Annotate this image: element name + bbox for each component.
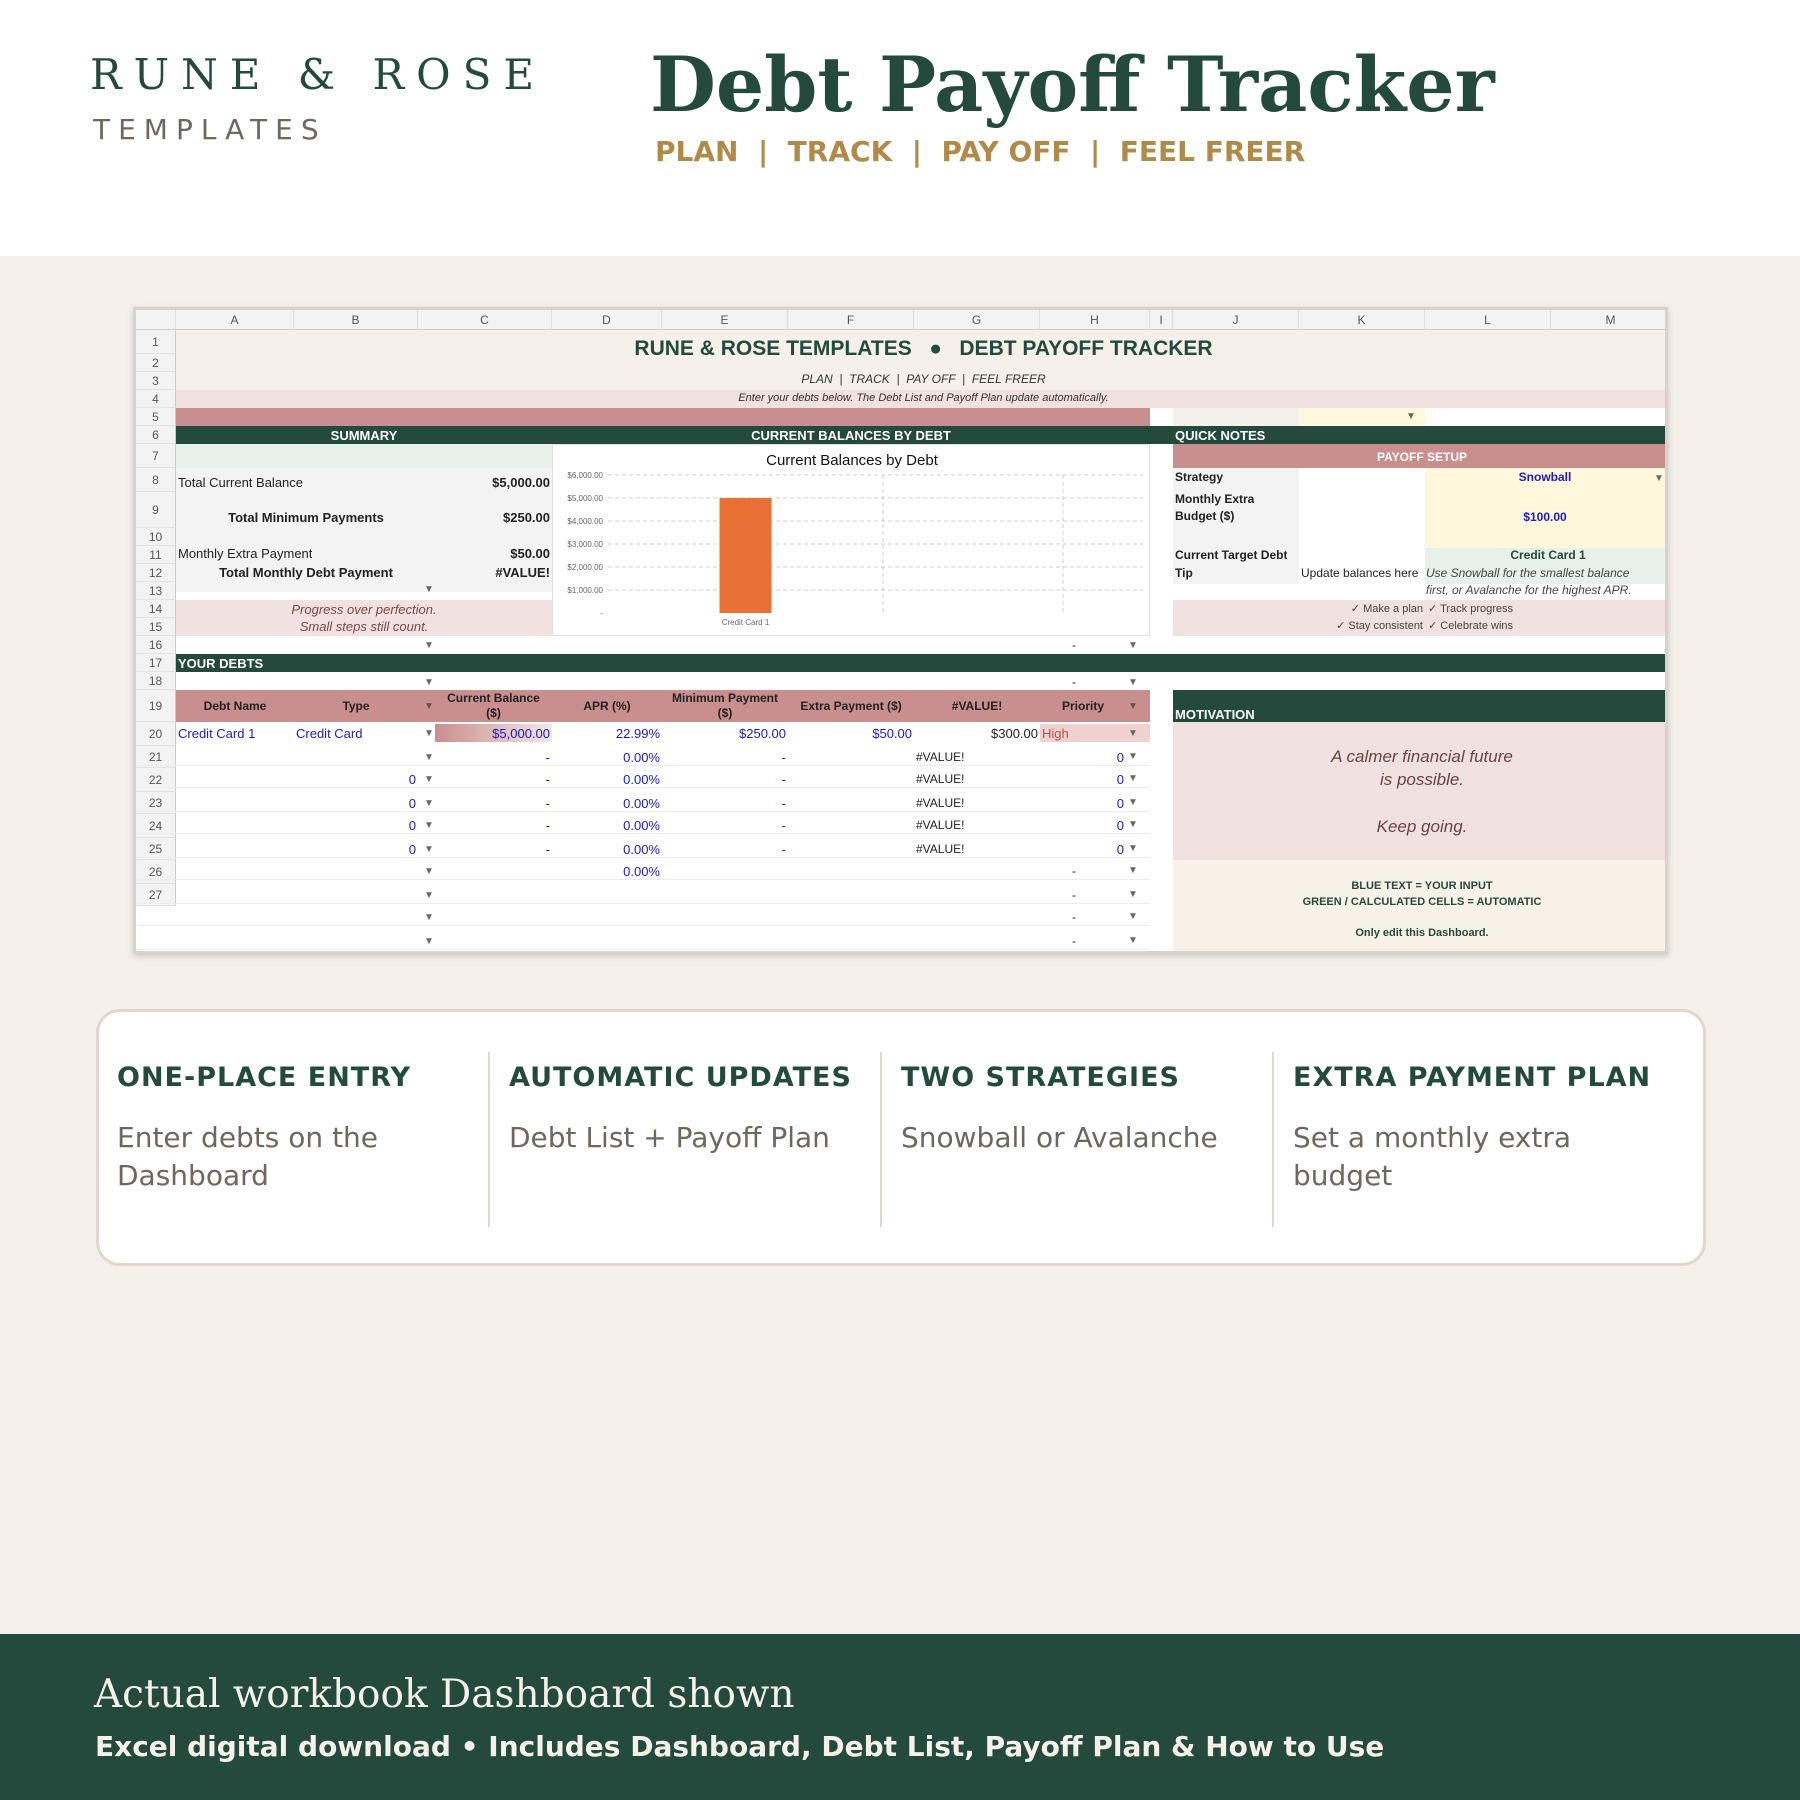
row24-dash: - — [1072, 864, 1076, 878]
col-balance-line1: Current Balance — [447, 691, 540, 705]
row-header-20[interactable]: 20 — [136, 722, 176, 746]
column-header-m[interactable]: M — [1551, 310, 1668, 330]
row18-extra[interactable]: $50.00 — [872, 726, 912, 741]
feature-desc: Debt List + Payoff Plan — [509, 1121, 830, 1154]
page-title: Debt Payoff Tracker — [650, 40, 1495, 129]
target-debt-label: Current Target Debt — [1175, 548, 1288, 562]
divider — [1272, 1052, 1274, 1227]
column-header-b[interactable]: B — [294, 310, 418, 330]
column-header-l[interactable]: L — [1425, 310, 1551, 330]
col-total: #VALUE! — [951, 699, 1003, 713]
sheet-subtitle: PLAN | TRACK | PAY OFF | FEEL FREER — [801, 372, 1046, 386]
chevron-down-icon[interactable]: ▼ — [424, 752, 434, 763]
y-tick-label: $3,000.00 — [567, 540, 603, 549]
spreadsheet-dashboard — [133, 307, 1668, 954]
row-header-24[interactable]: 24 — [136, 814, 176, 838]
total-monthly-label: Total Monthly Debt Payment — [219, 565, 393, 580]
row18-apr[interactable]: 22.99% — [615, 726, 660, 741]
col-apr: APR (%) — [583, 699, 631, 713]
row-header-17[interactable]: 17 — [136, 654, 176, 672]
chevron-down-icon[interactable]: ▼ — [424, 798, 434, 809]
select-all-corner[interactable] — [136, 310, 176, 330]
column-header-j[interactable]: J — [1173, 310, 1299, 330]
chevron-down-icon[interactable]: ▼ — [424, 912, 434, 923]
chevron-down-icon[interactable]: ▼ — [424, 866, 434, 877]
chart-section-header: CURRENT BALANCES BY DEBT — [751, 428, 951, 443]
tip-line-1: Use Snowball for the smallest balance — [1426, 566, 1630, 580]
col-priority: Priority — [1061, 699, 1104, 713]
legend-edit-note: Only edit this Dashboard. — [1355, 927, 1489, 939]
chevron-down-icon[interactable]: ▼ — [424, 936, 434, 947]
row18-debt-name[interactable]: Credit Card 1 — [178, 726, 256, 741]
row21-priority[interactable]: 0 — [1116, 796, 1124, 811]
motivation-header: MOTIVATION — [1175, 707, 1255, 722]
col-min-line1: Minimum Payment — [671, 691, 779, 705]
row20-total: #VALUE! — [916, 772, 965, 786]
chevron-down-icon[interactable]: ▼ — [1128, 640, 1138, 651]
footer-line-2: Excel digital download • Includes Dashboard, Debt List, Payoff Plan & How to Use — [95, 1730, 1385, 1763]
row18-total: $300.00 — [991, 726, 1038, 741]
divider — [880, 1052, 882, 1227]
your-debts-header: YOUR DEBTS — [178, 656, 264, 671]
x-tick-label: Credit Card 1 — [721, 618, 770, 627]
chevron-down-icon[interactable]: ▼ — [1128, 843, 1138, 854]
column-header-k[interactable]: K — [1299, 310, 1425, 330]
row-header-5[interactable]: 5 — [136, 408, 176, 426]
row20-apr[interactable]: 0.00% — [623, 772, 660, 787]
row18-priority[interactable]: High — [1042, 726, 1069, 741]
chevron-down-icon[interactable]: ▼ — [424, 701, 434, 712]
bar-credit-card-1 — [720, 498, 772, 613]
feature-automatic-updates — [509, 1062, 879, 1157]
extra-payment-value: $50.00 — [510, 546, 550, 561]
col-type: Type — [342, 699, 370, 713]
chevron-down-icon[interactable]: ▼ — [1128, 773, 1138, 784]
row22-balance[interactable]: - — [545, 818, 550, 833]
quote-line-1: Progress over perfection. — [291, 602, 437, 617]
chevron-down-icon[interactable]: ▼ — [1654, 473, 1664, 484]
summary-header: SUMMARY — [330, 428, 398, 443]
row23-priority[interactable]: 0 — [1116, 842, 1124, 857]
row21-balance[interactable]: - — [545, 796, 550, 811]
feature-one-place-entry — [117, 1062, 487, 1195]
y-tick-label: $4,000.00 — [567, 517, 603, 526]
col-min-line2: ($) — [717, 706, 733, 720]
row20-debt-name[interactable]: 0 — [408, 772, 416, 787]
row-header-10[interactable]: 10 — [136, 528, 176, 546]
row-header-26[interactable]: 26 — [136, 860, 176, 884]
tagline: PLAN | TRACK | PAY OFF | FEEL FREER — [655, 135, 1306, 168]
check-make-plan: ✓ Make a plan — [1350, 603, 1423, 615]
row19-total: #VALUE! — [916, 750, 965, 764]
chevron-down-icon[interactable]: ▼ — [1406, 411, 1416, 422]
row22-min-payment[interactable]: - — [781, 818, 786, 833]
footer-banner — [0, 1634, 1800, 1800]
total-min-value: $250.00 — [503, 510, 550, 525]
row-header-2[interactable]: 2 — [136, 354, 176, 372]
feature-two-strategies — [901, 1062, 1271, 1157]
chevron-down-icon[interactable]: ▼ — [424, 640, 434, 651]
feature-title: ONE-PLACE ENTRY — [117, 1062, 412, 1093]
row-header-4[interactable]: 4 — [136, 390, 176, 408]
chevron-down-icon[interactable]: ▼ — [424, 728, 434, 739]
total-min-label: Total Minimum Payments — [228, 510, 384, 525]
legend-green-cells: GREEN / CALCULATED CELLS = AUTOMATIC — [1302, 896, 1542, 908]
divider — [488, 1052, 490, 1227]
column-header-c[interactable]: C — [418, 310, 552, 330]
row-header-15[interactable]: 15 — [136, 618, 176, 636]
extra-budget-label-2: Budget ($) — [1175, 509, 1235, 523]
chevron-down-icon[interactable]: ▼ — [424, 584, 434, 595]
row-header-25[interactable]: 25 — [136, 838, 176, 860]
row-gridline — [137, 925, 1149, 926]
row23-debt-name[interactable]: 0 — [408, 842, 416, 857]
y-tick-label: $1,000.00 — [567, 586, 603, 595]
total-balance-value: $5,000.00 — [492, 475, 550, 490]
header-area — [0, 0, 1800, 256]
column-header-g[interactable]: G — [914, 310, 1040, 330]
strategy-select[interactable]: Snowball — [1518, 470, 1572, 484]
row21-apr[interactable]: 0.00% — [623, 796, 660, 811]
row19-balance[interactable]: - — [545, 750, 550, 765]
brand-subtitle: TEMPLATES — [93, 113, 327, 146]
feature-title: AUTOMATIC UPDATES — [509, 1062, 852, 1093]
balances-chart-svg — [553, 445, 1151, 637]
row14-dash: - — [1072, 638, 1076, 652]
row-header-11[interactable]: 11 — [136, 546, 176, 564]
row18-min-payment[interactable]: $250.00 — [739, 726, 786, 741]
quick-notes-header: QUICK NOTES — [1175, 428, 1266, 443]
check-track-progress: ✓ Track progress — [1428, 603, 1514, 615]
chevron-down-icon[interactable]: ▼ — [1128, 819, 1138, 830]
tip-line-2: first, or Avalanche for the highest APR. — [1426, 583, 1632, 597]
sheet-instructions: Enter your debts below. The Debt List and Payoff Plan update automatically. — [738, 392, 1109, 404]
row-header-22[interactable]: 22 — [136, 768, 176, 792]
column-header-i[interactable]: I — [1150, 310, 1173, 330]
chevron-down-icon[interactable]: ▼ — [424, 844, 434, 855]
col-debt-name: Debt Name — [203, 699, 267, 713]
rose-divider — [176, 408, 1150, 426]
row-header-1[interactable]: 1 — [136, 330, 176, 354]
motivation-line-2: is possible. — [1379, 770, 1465, 789]
row16-dash: - — [1072, 675, 1076, 689]
footer-line-1: Actual workbook Dashboard shown — [94, 1672, 795, 1717]
row-header-7[interactable]: 7 — [136, 444, 176, 468]
row18-balance[interactable]: $5,000.00 — [492, 726, 550, 741]
feature-title: EXTRA PAYMENT PLAN — [1293, 1062, 1652, 1093]
chevron-down-icon[interactable]: ▼ — [1128, 751, 1138, 762]
column-header-a[interactable]: A — [176, 310, 294, 330]
extra-budget-label-1: Monthly Extra — [1175, 492, 1255, 506]
row19-priority[interactable]: 0 — [1116, 750, 1124, 765]
legend-blue-text: BLUE TEXT = YOUR INPUT — [1351, 880, 1493, 892]
y-tick-label: $2,000.00 — [567, 563, 603, 572]
row25-dash: - — [1072, 888, 1076, 902]
chevron-down-icon[interactable]: ▼ — [1128, 797, 1138, 808]
chevron-down-icon[interactable]: ▼ — [1128, 728, 1138, 739]
row23-apr[interactable]: 0.00% — [623, 842, 660, 857]
chevron-down-icon[interactable]: ▼ — [424, 820, 434, 831]
row21-total: #VALUE! — [916, 796, 965, 810]
row23-min-payment[interactable]: - — [781, 842, 786, 857]
row18-type[interactable]: Credit Card — [296, 726, 363, 741]
row23-balance[interactable]: - — [545, 842, 550, 857]
strategy-label: Strategy — [1175, 470, 1224, 484]
row-header-21[interactable]: 21 — [136, 746, 176, 768]
row22-debt-name[interactable]: 0 — [408, 818, 416, 833]
tip-note: Update balances here — [1301, 566, 1419, 580]
row-header-23[interactable]: 23 — [136, 792, 176, 814]
row-header-18[interactable]: 18 — [136, 672, 176, 690]
row20-min-payment[interactable]: - — [781, 772, 786, 787]
row20-priority[interactable]: 0 — [1116, 772, 1124, 787]
row-header-13[interactable]: 13 — [136, 582, 176, 600]
feature-title: TWO STRATEGIES — [901, 1062, 1180, 1093]
feature-desc: Set a monthly extra budget — [1293, 1121, 1572, 1192]
row27-dash: - — [1072, 934, 1076, 948]
tip-label: Tip — [1175, 566, 1193, 580]
y-tick-label: $6,000.00 — [567, 471, 603, 480]
feature-desc: Snowball or Avalanche — [901, 1121, 1218, 1154]
brand-name: RUNE & ROSE — [90, 50, 547, 99]
column-header-d[interactable]: D — [552, 310, 662, 330]
row-header-8[interactable]: 8 — [136, 468, 176, 492]
row-gridline — [137, 949, 1149, 950]
chevron-down-icon[interactable]: ▼ — [1128, 701, 1138, 712]
y-tick-label: $5,000.00 — [567, 494, 603, 503]
row22-total: #VALUE! — [916, 818, 965, 832]
row19-min-payment[interactable]: - — [781, 750, 786, 765]
col-balance-line2: ($) — [486, 706, 501, 720]
motivation-line-1: A calmer financial future — [1331, 747, 1513, 766]
check-stay-consistent: ✓ Stay consistent — [1336, 620, 1423, 632]
quote-line-2: Small steps still count. — [299, 619, 429, 634]
row22-priority[interactable]: 0 — [1116, 818, 1124, 833]
chevron-down-icon[interactable]: ▼ — [1128, 889, 1138, 900]
y-tick-label: - — [600, 609, 603, 618]
row24-apr[interactable]: 0.00% — [623, 864, 660, 879]
column-header-h[interactable]: H — [1040, 310, 1150, 330]
chevron-down-icon[interactable]: ▼ — [424, 890, 434, 901]
payoff-setup-header: PAYOFF SETUP — [1376, 450, 1468, 464]
row-header-14[interactable]: 14 — [136, 600, 176, 618]
check-celebrate-wins: ✓ Celebrate wins — [1428, 620, 1514, 632]
chevron-down-icon[interactable]: ▼ — [1128, 677, 1138, 688]
row21-min-payment[interactable]: - — [781, 796, 786, 811]
feature-desc: Enter debts on the Dashboard — [117, 1121, 379, 1192]
chevron-down-icon[interactable]: ▼ — [1128, 935, 1138, 946]
row22-apr[interactable]: 0.00% — [623, 818, 660, 833]
total-balance-label: Total Current Balance — [178, 475, 304, 490]
feature-extra-payment-plan — [1293, 1062, 1663, 1195]
sheet-title: RUNE & ROSE TEMPLATES ● DEBT PAYOFF TRACKER — [634, 337, 1213, 360]
column-header-e[interactable]: E — [662, 310, 788, 330]
row19-apr[interactable]: 0.00% — [623, 750, 660, 765]
chevron-down-icon[interactable]: ▼ — [424, 774, 434, 785]
row-header-27[interactable]: 27 — [136, 884, 176, 906]
total-monthly-value: #VALUE! — [495, 565, 550, 580]
chart-title: Current Balances by Debt — [766, 452, 938, 469]
row26-dash: - — [1072, 910, 1076, 924]
extra-payment-label: Monthly Extra Payment — [178, 546, 313, 561]
chevron-down-icon[interactable]: ▼ — [424, 677, 434, 688]
row-header-19[interactable]: 19 — [136, 690, 176, 722]
chevron-down-icon[interactable]: ▼ — [1128, 865, 1138, 876]
row20-balance[interactable]: - — [545, 772, 550, 787]
row-header-12[interactable]: 12 — [136, 564, 176, 582]
row21-debt-name[interactable]: 0 — [408, 796, 416, 811]
extra-budget-input[interactable]: $100.00 — [1523, 510, 1567, 524]
row23-total: #VALUE! — [916, 842, 965, 856]
target-debt-value: Credit Card 1 — [1510, 548, 1586, 562]
row-header-16[interactable]: 16 — [136, 636, 176, 654]
balances-chart[interactable] — [552, 444, 1150, 636]
row-header-9[interactable]: 9 — [136, 492, 176, 528]
features-panel — [96, 1009, 1706, 1266]
column-header-f[interactable]: F — [788, 310, 914, 330]
row-gridline — [137, 903, 1149, 904]
row-header-3[interactable]: 3 — [136, 372, 176, 390]
motivation-line-3: Keep going. — [1376, 817, 1468, 836]
col-extra: Extra Payment ($) — [800, 699, 902, 713]
row-header-6[interactable]: 6 — [136, 426, 176, 444]
chevron-down-icon[interactable]: ▼ — [1128, 911, 1138, 922]
